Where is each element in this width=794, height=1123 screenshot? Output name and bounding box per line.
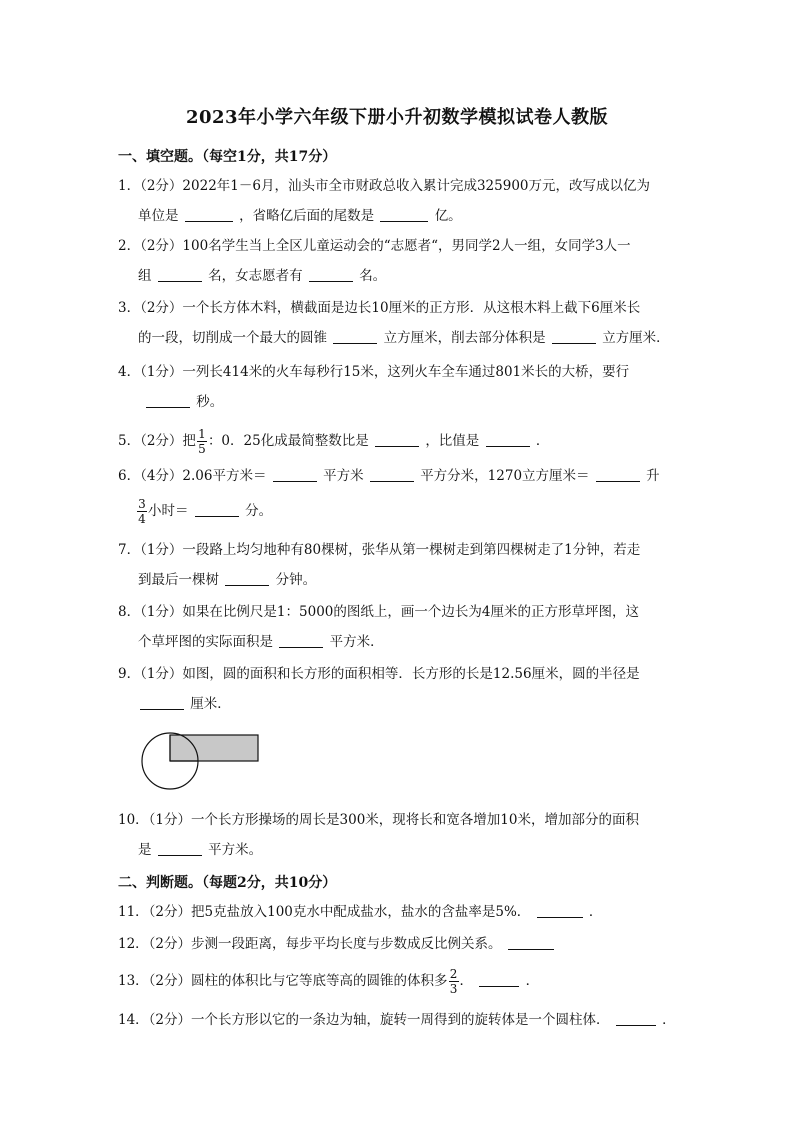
q3-text-3: 立方厘米． <box>602 330 670 346</box>
q11-end: ． <box>588 904 603 920</box>
q14-blank[interactable] <box>616 1011 656 1026</box>
q7-line1: 7．（1分）一段路上均匀地种有80棵树，张华从第一棵树走到第四棵树走了1分钟，若走 <box>118 542 641 558</box>
q9-line1: 9．（1分）如图，圆的面积和长方形的面积相等．长方形的长是12.56厘米，圆的半径是 <box>118 666 640 682</box>
q1-text-1: 单位是 <box>138 208 179 224</box>
section-true-false: 二、判断题。（每题2分，共10分） <box>118 875 337 891</box>
q6-text-1: 6．（4分）2.06平方米＝ <box>118 468 267 484</box>
q13-denominator: 3 <box>449 982 458 996</box>
q9-blank-1[interactable] <box>140 695 184 710</box>
q14-end: ． <box>662 1012 676 1028</box>
q6-text-6: 分。 <box>245 503 273 519</box>
q8-text-2: 平方米． <box>329 634 384 650</box>
q8-blank-1[interactable] <box>279 633 323 648</box>
q5-blank-2[interactable] <box>486 432 530 447</box>
q6-blank-3[interactable] <box>596 467 640 482</box>
q3-blank-2[interactable] <box>552 329 596 344</box>
q11-text: 11．（2分）把5克盐放入100克水中配成盐水，盐水的含盐率是5%． <box>118 904 531 920</box>
page-title: 2023年小学六年级下册小升初数学模拟试卷人教版 <box>185 107 609 128</box>
q11-blank[interactable] <box>537 903 583 918</box>
q13-text-2: ． <box>459 973 474 989</box>
q6-fraction <box>137 498 147 525</box>
q4-text-1: 秒。 <box>196 394 224 410</box>
q11-line <box>118 902 602 922</box>
q10-line1: 10．（1分）一个长方形操场的周长是300米，现将长和宽各增加10米，增加部分的面积 <box>118 812 639 828</box>
q5-blank-1[interactable] <box>375 432 419 447</box>
q5-fraction <box>197 428 207 455</box>
q3-line2 <box>138 328 670 348</box>
q4-line1: 4．（1分）一列长414米的火车每秒行15米，这列火车全车通过801米长的大桥，要行 <box>118 364 630 380</box>
q6-blank-2[interactable] <box>370 467 414 482</box>
q1-text-2: ，省略亿后面的尾数是 <box>239 208 375 224</box>
q1-line2 <box>138 206 462 226</box>
q5-text-4: ． <box>535 433 550 449</box>
q2-blank-2[interactable] <box>309 267 353 282</box>
q5-line <box>118 428 549 455</box>
q6-blank-1[interactable] <box>273 467 317 482</box>
q6-blank-4[interactable] <box>195 502 239 517</box>
q3-line1: 3．（2分）一个长方体木料，横截面是边长10厘米的正方形．从这根木料上截下6厘米长 <box>118 300 641 316</box>
q9-text-1: 厘米． <box>190 696 231 712</box>
q12-blank[interactable] <box>508 935 554 950</box>
q7-text-2: 分钟。 <box>275 572 317 588</box>
q8-line1: 8．（1分）如果在比例尺是1：5000的图纸上，画一个边长为4厘米的正方形草坪图，这 <box>118 604 639 620</box>
q1-blank-2[interactable] <box>380 207 428 222</box>
figure-rectangle <box>170 735 258 761</box>
q6-line2 <box>136 498 272 525</box>
q13-fraction <box>449 968 459 995</box>
q10-text-1: 是 <box>138 842 152 858</box>
q3-text-2: 立方厘米，削去部分体积是 <box>383 330 546 346</box>
q8-line2 <box>138 632 384 652</box>
q6-denominator: 4 <box>138 512 146 526</box>
q13-blank[interactable] <box>479 972 519 987</box>
q5-text-1: 5．（2分）把 <box>118 433 196 449</box>
q2-blank-1[interactable] <box>158 267 202 282</box>
q9-line2 <box>138 694 231 714</box>
q2-text-3: 名。 <box>359 268 387 284</box>
q13-end: ． <box>525 973 540 989</box>
q5-text-2: ：0．25化成最简整数比是 <box>207 433 369 449</box>
circle-rectangle-figure <box>136 732 262 792</box>
q12-line <box>118 934 556 954</box>
q6-text-5: 小时＝ <box>148 503 189 519</box>
q5-text-3: ，比值是 <box>425 433 480 449</box>
q13-numerator: 2 <box>449 967 458 981</box>
q1-text-3: 亿。 <box>434 208 462 224</box>
q14-line <box>118 1010 676 1030</box>
q5-denominator: 5 <box>198 442 206 456</box>
q7-text-1: 到最后一棵树 <box>138 572 219 588</box>
q1-line1: 1．（2分）2022年1－6月，汕头市全市财政总收入累计完成325900万元，改写成以亿为 <box>118 178 650 194</box>
q13-text: 13．（2分）圆柱的体积比与它等底等高的圆锥的体积多 <box>118 973 448 989</box>
q4-blank-1[interactable] <box>146 393 190 408</box>
q10-blank-1[interactable] <box>158 841 202 856</box>
q4-line2 <box>144 392 223 412</box>
q7-line2 <box>138 570 316 590</box>
q10-line2 <box>138 840 262 860</box>
q6-text-4: 升 <box>646 468 660 484</box>
q10-text-2: 平方米。 <box>208 842 263 858</box>
q2-text-2: 名，女志愿者有 <box>208 268 303 284</box>
q3-text-1: 的一段，切削成一个最大的圆锥 <box>138 330 327 346</box>
q5-numerator: 1 <box>198 427 206 441</box>
q6-text-3: 平方分米，1270立方厘米＝ <box>420 468 590 484</box>
q6-line1 <box>118 466 660 486</box>
q8-text-1: 个草坪图的实际面积是 <box>138 634 273 650</box>
q13-line <box>118 968 539 995</box>
q2-text-1: 组 <box>138 268 152 284</box>
q1-blank-1[interactable] <box>185 207 233 222</box>
section-fill-blank: 一、填空题。（每空1分，共17分） <box>118 149 337 165</box>
q2-line2 <box>138 266 386 286</box>
q7-blank-1[interactable] <box>225 571 269 586</box>
q6-text-2: 平方米 <box>323 468 364 484</box>
q6-numerator: 3 <box>138 497 146 511</box>
q12-text: 12．（2分）步测一段距离，每步平均长度与步数成反比例关系。 <box>118 936 502 952</box>
q14-text: 14．（2分）一个长方形以它的一条边为轴，旋转一周得到的旋转体是一个圆柱体． <box>118 1012 610 1028</box>
q2-line1: 2．（2分）100名学生当上全区儿童运动会的“志愿者“，男同学2人一组，女同学3人一 <box>118 238 631 254</box>
q3-blank-1[interactable] <box>333 329 377 344</box>
